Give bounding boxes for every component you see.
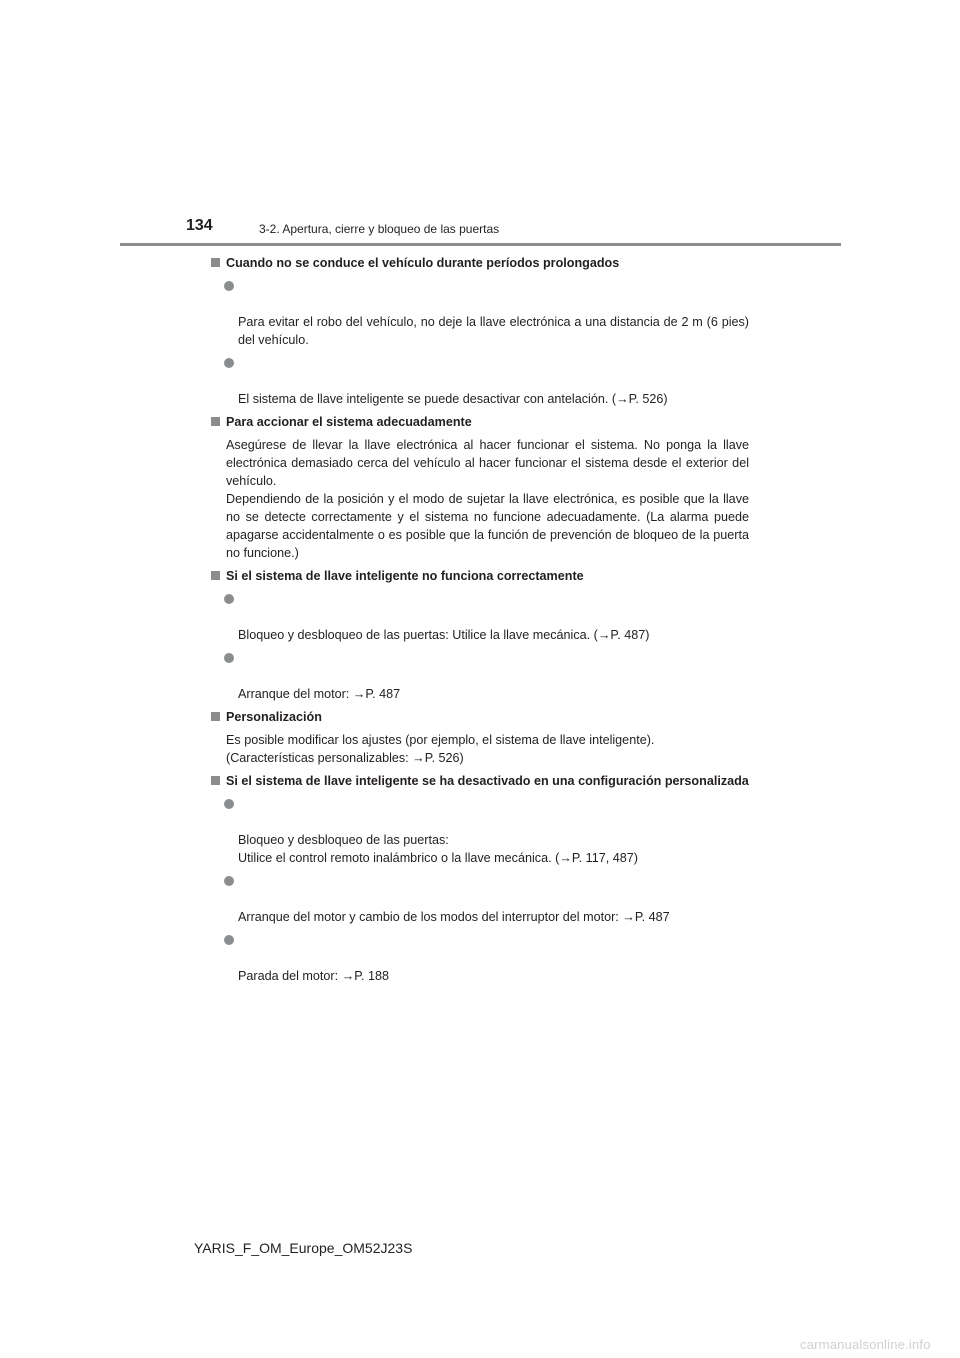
page-header [0, 0, 960, 250]
section-deactivated [211, 772, 749, 985]
section-proper-operation [211, 413, 749, 562]
list-item: Bloqueo y desbloqueo de las puertas: Utilice la llave mecánica. (→P. 487) [211, 590, 749, 644]
circle-bullet-icon [224, 799, 234, 809]
square-bullet-icon [211, 571, 220, 580]
list-item: Arranque del motor: →P. 487 [211, 649, 749, 703]
section-personalization [211, 708, 749, 767]
section-paragraph: Asegúrese de llevar la llave electrónica al hacer funcionar el sistema. No ponga la llave electrónica demasiado cerca del vehículo al hacer funcionar el sistema desde el exterior del vehículo. Dependiendo de la posición y el modo de sujetar la llave electrónica, es posible que la llave no se detecte correctamente y el sistema no funcione adecuadamente. (La alarma puede apagarse accidentalmente o es posible que la función de prevención de bloqueo de la puerta no funcione.) [226, 438, 749, 560]
circle-bullet-icon [224, 358, 234, 368]
list-item: El sistema de llave inteligente se puede desactivar con antelación. (→P. 526) [211, 354, 749, 408]
square-bullet-icon [211, 776, 220, 785]
list-item: Bloqueo y desbloqueo de las puertas: Utilice el control remoto inalámbrico o la llave mecánica. (→P. 117, 487) [211, 795, 749, 867]
page-number: 134 [186, 217, 213, 234]
square-bullet-icon [211, 417, 220, 426]
chapter-title: 3-2. Apertura, cierre y bloqueo de las puertas [259, 222, 500, 236]
section-not-working [211, 567, 749, 703]
section-heading: Para accionar el sistema adecuadamente [211, 413, 749, 431]
section-heading: Si el sistema de llave inteligente no funciona correctamente [211, 567, 749, 585]
watermark: carmanualsonline.info [800, 1337, 931, 1352]
document-code: YARIS_F_OM_Europe_OM52J23S [194, 1240, 413, 1256]
square-bullet-icon [211, 258, 220, 267]
header-divider [120, 243, 841, 246]
list-item: Para evitar el robo del vehículo, no deje la llave electrónica a una distancia de 2 m (6 pies) del vehículo. [211, 277, 749, 349]
list-item: Arranque del motor y cambio de los modos del interruptor del motor: →P. 487 [211, 872, 749, 926]
section-heading: Personalización [211, 708, 749, 726]
circle-bullet-icon [224, 281, 234, 291]
circle-bullet-icon [224, 876, 234, 886]
list-item: Parada del motor: →P. 188 [211, 931, 749, 985]
square-bullet-icon [211, 712, 220, 721]
section-long-periods [211, 254, 749, 408]
section-heading: Si el sistema de llave inteligente se ha desactivado en una configuración personalizada [211, 772, 749, 790]
section-paragraph: Es posible modificar los ajustes (por ejemplo, el sistema de llave inteligente). (Características personalizables: →P. 526) [226, 733, 655, 765]
circle-bullet-icon [224, 653, 234, 663]
circle-bullet-icon [224, 594, 234, 604]
page-content [211, 254, 749, 990]
circle-bullet-icon [224, 935, 234, 945]
section-heading: Cuando no se conduce el vehículo durante períodos prolongados [211, 254, 749, 272]
